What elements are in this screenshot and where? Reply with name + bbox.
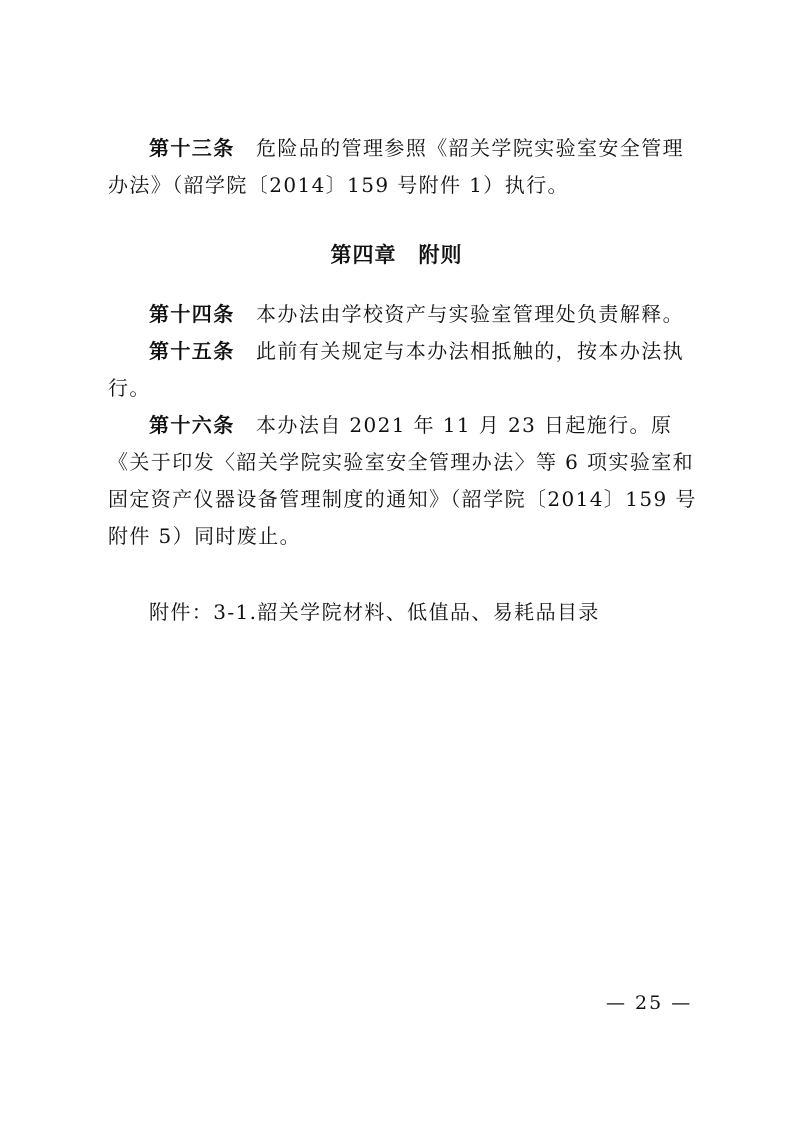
chapter-heading: 第四章 附则 <box>330 243 463 267</box>
article-14-text: 本办法由学校资产与实验室管理处负责解释。 <box>256 302 685 326</box>
article-15-text: 此前有关规定与本办法相抵触的，按本办法执行。 <box>108 339 685 400</box>
article-15 <box>108 333 698 407</box>
article-16 <box>108 407 698 555</box>
article-14-number: 第十四条 <box>149 302 235 326</box>
article-16-text: 本办法自 2021 年 11 月 23 日起施行。原《关于印发〈韶关学院实验室安全管理办法〉等 6 项实验室和固定资产仪器设备管理制度的通知》（韶学院〔2014〕159 号附件 5）同时废止。 <box>108 413 697 548</box>
article-13 <box>108 130 698 204</box>
article-13-text: 危险品的管理参照《韶关学院实验室安全管理办法》（韶学院〔2014〕159 号附件 1）执行。 <box>108 136 685 197</box>
article-13-number: 第十三条 <box>149 136 235 160</box>
article-14 <box>108 296 698 333</box>
article-16-number: 第十六条 <box>149 413 235 437</box>
page-number: — 25 — <box>606 992 693 1014</box>
attachment-line: 附件：3-1.韶关学院材料、低值品、易耗品目录 <box>149 600 600 624</box>
article-15-number: 第十五条 <box>149 339 235 363</box>
